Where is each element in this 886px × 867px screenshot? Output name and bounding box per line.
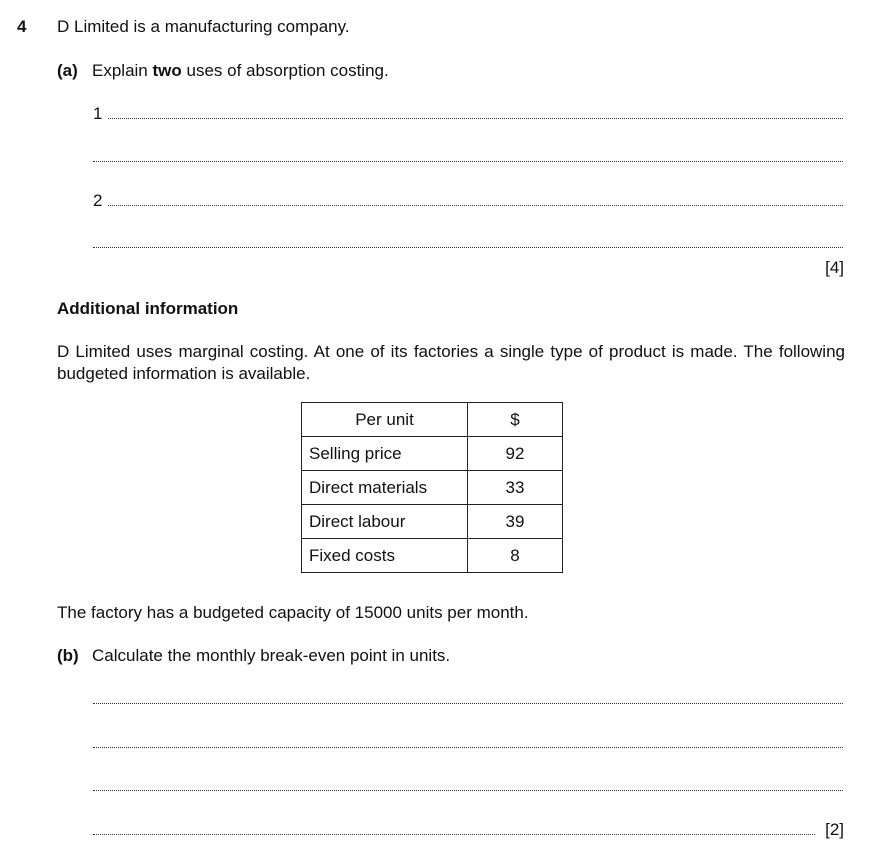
answer-line[interactable] (93, 790, 843, 791)
additional-info-text: D Limited uses marginal costing. At one of its factories a single type of product is made. The following budgeted information is available. (57, 342, 845, 383)
value-cell: 8 (468, 539, 563, 573)
additional-info-heading: Additional information (57, 299, 239, 318)
header-cell: Per unit (302, 403, 468, 437)
answer-line[interactable] (93, 747, 843, 748)
item-cell: Selling price (302, 437, 468, 471)
part-a-label: (a) (57, 61, 78, 80)
part-a-marks: [4] (825, 258, 844, 277)
part-a-question (92, 61, 389, 81)
answer-label-1: 1 (93, 104, 103, 123)
table-row (302, 505, 563, 539)
answer-line[interactable] (108, 205, 843, 206)
answer-line[interactable] (93, 703, 843, 704)
text: uses of absorption costing. (181, 61, 389, 80)
value-cell: 92 (468, 437, 563, 471)
answer-label-2: 2 (93, 191, 103, 210)
answer-line[interactable] (93, 161, 843, 162)
part-b-label: (b) (57, 646, 79, 665)
table-header-row (302, 403, 563, 437)
value-cell: 39 (468, 505, 563, 539)
table-row (302, 539, 563, 573)
emphasis: two (152, 61, 182, 80)
table-row (302, 437, 563, 471)
table-row (302, 471, 563, 505)
item-cell: Fixed costs (302, 539, 468, 573)
answer-line[interactable] (93, 247, 843, 248)
value-cell: 33 (468, 471, 563, 505)
item-cell: Direct labour (302, 505, 468, 539)
question-intro: D Limited is a manufacturing company. (57, 17, 350, 36)
part-b-marks: [2] (825, 820, 844, 839)
budget-table (301, 402, 563, 573)
answer-line[interactable] (93, 834, 815, 835)
capacity-text: The factory has a budgeted capacity of 15000 units per month. (57, 603, 529, 622)
question-number: 4 (17, 17, 27, 36)
header-cell: $ (468, 403, 563, 437)
text: Explain (92, 61, 153, 80)
item-cell: Direct materials (302, 471, 468, 505)
answer-line[interactable] (108, 118, 843, 119)
part-b-question: Calculate the monthly break-even point in units. (92, 646, 451, 665)
